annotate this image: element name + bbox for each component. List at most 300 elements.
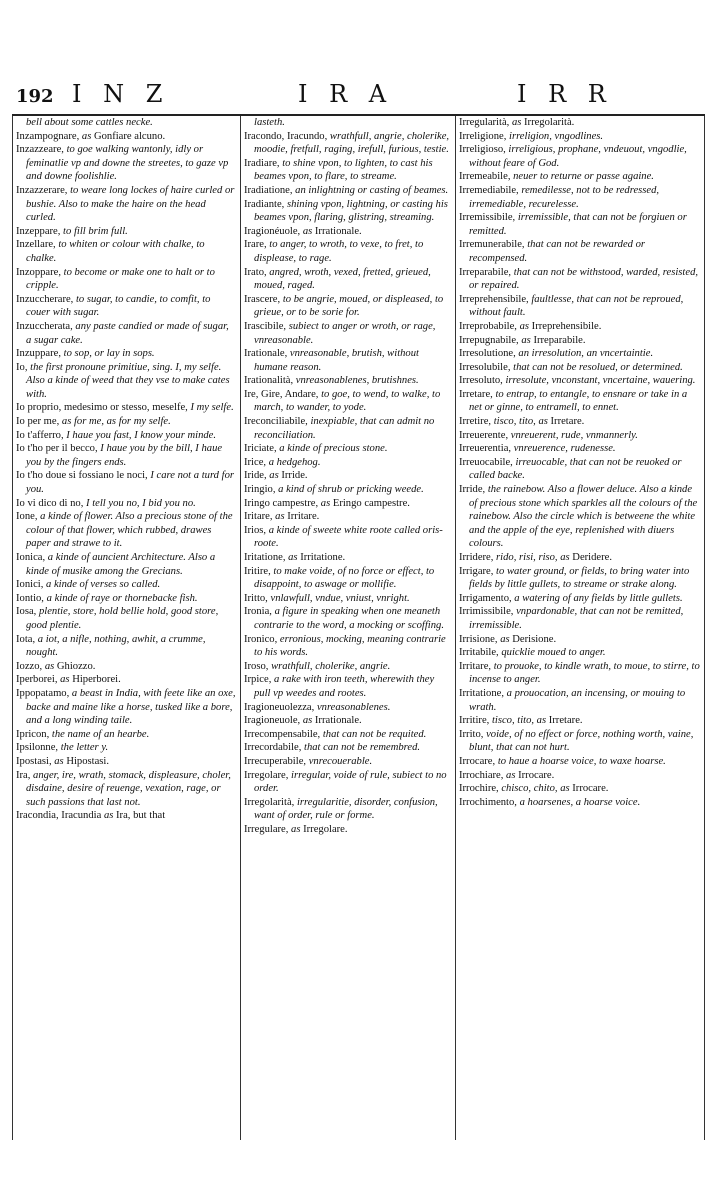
entry-cross-reference: Irritatione. <box>300 552 346 563</box>
entry-headword: Iperborei, <box>16 674 58 686</box>
entry-definition: a kinde of auncient Architecture. Also a kinde of musike among the Grecians. <box>26 552 216 577</box>
entry-headword: Irretire, <box>459 416 492 428</box>
entry-headword: Iradiante, <box>244 198 285 210</box>
dictionary-entry <box>16 741 236 755</box>
entry-definition: irregularitie, disorder, confusion, want of order, rule or forme. <box>254 796 438 822</box>
entry-headword: Irice, <box>244 456 267 468</box>
entry-definition: neuer to returne or passe againe. <box>510 171 654 183</box>
dictionary-entry <box>459 238 700 265</box>
dictionary-entry <box>244 714 451 728</box>
dictionary-entry <box>459 388 700 415</box>
dictionary-entry <box>459 347 700 361</box>
entry-definition: subiect to anger or wroth, or rage, vnreasonable. <box>254 320 436 346</box>
entry-headword: Iradiatione, <box>244 184 293 196</box>
entry-headword: Inzellare, <box>16 239 56 251</box>
dictionary-entry <box>244 347 451 374</box>
entry-definition: a kinde of precious stone. <box>276 443 388 455</box>
entry-definition: as <box>272 511 288 523</box>
dictionary-entry <box>244 442 451 456</box>
dictionary-entry <box>16 469 236 496</box>
entry-definition: to water ground, or fields, to bring water into fields by little gullets, to streame or strake along. <box>469 565 690 591</box>
dictionary-entry <box>16 266 236 293</box>
entry-headword: Irios, <box>244 524 267 536</box>
entry-cross-reference: Hiperborei. <box>72 674 121 686</box>
dictionary-entry <box>244 673 451 700</box>
entry-headword: Irare, <box>244 239 267 251</box>
page-number: 192 <box>16 86 54 107</box>
entry-headword: Ipsilonne, <box>16 742 59 754</box>
entry-cross-reference: Irregolare. <box>303 823 348 835</box>
dictionary-entry <box>244 415 451 442</box>
dictionary-entry <box>244 769 451 796</box>
entry-definition: a prouocation, an incensing, or mouing to wrath. <box>469 687 686 713</box>
entry-cross-reference: Derisione. <box>512 633 557 645</box>
entry-definition: a kind of shrub or pricking weede. <box>275 484 424 496</box>
dictionary-entry <box>459 361 700 375</box>
entry-headword: Irresoluto, <box>459 375 503 387</box>
entry-definition: remedilesse, not to be redressed, irremediable, recurelesse. <box>469 184 660 210</box>
entry-definition: as <box>288 823 304 835</box>
entry-headword: Irreprobabile, <box>459 320 517 332</box>
entry-definition: voide, of no effect or force, nothing worth, vaine, blunt, that can not hurt. <box>469 728 694 754</box>
dictionary-entry <box>459 633 700 647</box>
entry-headword: Irrepugnabile, <box>459 334 519 346</box>
entry-headword: Io, <box>16 361 28 373</box>
dictionary-entry <box>244 741 451 755</box>
dictionary-entry <box>16 143 236 184</box>
entry-definition: as <box>503 769 519 781</box>
entry-headword: Inzuccherare, <box>16 293 74 305</box>
dictionary-entry <box>244 456 451 470</box>
entry-headword: Io proprio, medesimo or stesso, meselfe, <box>16 402 188 414</box>
dictionary-entry <box>16 361 236 402</box>
dictionary-entry <box>244 796 451 823</box>
dictionary-entry <box>16 130 236 144</box>
dictionary-entry <box>16 755 236 769</box>
entry-definition: vnreasonablenes. <box>314 701 391 713</box>
entry-definition: as <box>57 674 73 686</box>
dictionary-entry <box>459 728 700 755</box>
entry-headword: Irrisione, <box>459 633 498 645</box>
dictionary-entry <box>244 510 451 524</box>
entry-headword: Irrigare, <box>459 565 494 577</box>
entry-definition: rido, risi, riso, as <box>493 552 573 563</box>
entry-definition: to prouoke, to kindle wrath, to moue, to stirre, to incense to anger. <box>469 660 700 686</box>
entry-headword: Irationale, <box>244 348 288 360</box>
entry-definition: to weare long lockes of haire curled or bushie. Also to make the haire on the head curled. <box>26 184 235 224</box>
entry-definition: a figure in speaking when one meaneth contrarie to the word, a mocking or scoffing. <box>254 606 444 631</box>
dictionary-entry <box>16 660 236 674</box>
column-rule <box>240 116 241 1140</box>
entry-definition: as <box>518 334 534 346</box>
entry-headword: Iride, <box>244 470 267 482</box>
entry-headword: Irreuocabile, <box>459 456 513 468</box>
entry-headword: Iritire, <box>244 565 271 577</box>
dictionary-entry <box>244 592 451 606</box>
entry-definition: a iot, a nifle, nothing, awhit, a crumme, nought. <box>26 633 206 659</box>
entry-definition: to goe, to wend, to walke, to march, to wander, to yode. <box>254 388 441 414</box>
entry-definition: the rainebow. Also a flower deluce. Also a kinde of precious stone which sparkles all the colours of the rainebow. Also the circle which is betweene the white and the apple of the eye, replenished with diuers colours. <box>469 484 698 550</box>
entry-headword: Ione, <box>16 511 38 523</box>
dictionary-entry <box>16 497 236 511</box>
entry-headword: Ippopatamo, <box>16 687 70 699</box>
entry-definition: tisco, tito, as <box>491 416 551 428</box>
entry-headword: Irpice, <box>244 674 272 686</box>
dictionary-entry <box>16 429 236 443</box>
entry-headword: Irresolubile, <box>459 361 511 373</box>
entry-definition: as <box>42 660 57 672</box>
entry-headword: Irremunerabile, <box>459 239 525 251</box>
entry-headword: Irrimissibile, <box>459 606 514 618</box>
entry-headword: Irrochimento, <box>459 796 517 808</box>
dictionary-entry <box>459 483 700 551</box>
entry-headword: Irritabile, <box>459 647 499 659</box>
dictionary-entry <box>459 184 700 211</box>
entry-definition: to entrap, to entangle, to ensnare or take in a net or ginne, to entramell, to ennet. <box>469 388 688 414</box>
dictionary-entry <box>244 157 451 184</box>
entry-headword: Irremeabile, <box>459 171 511 183</box>
entry-definition: tisco, tito, as <box>489 715 549 727</box>
entry-definition: chisco, chito, as <box>498 783 573 795</box>
dictionary-entry <box>244 184 451 198</box>
dictionary-entry <box>459 170 700 184</box>
dictionary-entry <box>244 755 451 769</box>
entry-headword: Irreligione, <box>459 130 507 142</box>
entry-headword: Iozzo, <box>16 660 43 672</box>
entry-continuation: lasteth. <box>254 117 285 128</box>
dictionary-entry <box>16 347 236 361</box>
entry-headword: Irrocare, <box>459 755 496 767</box>
dictionary-entry <box>16 809 236 823</box>
entry-headword: Irationalità, <box>244 375 294 387</box>
entry-definition: as <box>497 633 513 645</box>
entry-cross-reference: Ghiozzo. <box>56 660 96 672</box>
entry-headword: Irresolutione, <box>459 348 516 360</box>
dictionary-entry <box>16 673 236 687</box>
entry-definition: to sop, or lay in sops. <box>61 348 155 360</box>
entry-headword: Irrito, <box>459 728 484 740</box>
dictionary-entry <box>459 116 700 130</box>
entry-headword: Iragionéuole, <box>244 225 301 237</box>
dictionary-entry <box>244 225 451 239</box>
dictionary-entry <box>244 633 451 660</box>
entry-cross-reference: Irritare. <box>287 511 320 523</box>
entry-definition: quicklie moued to anger. <box>498 647 606 659</box>
entry-headword: Iota, <box>16 633 36 645</box>
column-rule <box>12 116 13 1140</box>
entry-headword: Iragioneuole, <box>244 715 301 727</box>
entry-definition: to fill brim full. <box>60 225 128 237</box>
entry-headword: Iringio, <box>244 484 276 496</box>
entry-definition: vnrecouerable. <box>306 755 373 767</box>
dictionary-entry <box>16 238 236 265</box>
dictionary-entry <box>244 524 451 551</box>
entry-cross-reference: Irrocare. <box>572 783 609 795</box>
dictionary-entry <box>459 660 700 687</box>
entry-definition: a kinde of flower. Also a precious stone of the colour of that flower, which rubbed, drawes paper and strawe to it. <box>26 511 233 550</box>
dictionary-entry <box>244 701 451 715</box>
entry-definition: the name of an hearbe. <box>49 728 150 740</box>
entry-definition: vnreuerent, rude, vnmannerly. <box>508 429 638 441</box>
entry-definition: to become or make one to halt or to cripple. <box>26 266 215 292</box>
entry-headword: Iringo campestre, <box>244 497 319 509</box>
entry-definition: to sugar, to candie, to comfit, to couer with sugar. <box>26 293 211 319</box>
entry-headword: Iragioneuolezza, <box>244 701 315 713</box>
entry-headword: Ipricon, <box>16 728 50 740</box>
left-headword: I N Z <box>72 80 170 108</box>
entry-definition: a kinde of verses so called. <box>43 579 161 591</box>
entry-definition: to anger, to wroth, to vexe, to fret, to displease, to rage. <box>254 239 424 264</box>
entry-headword: Ionici, <box>16 579 44 591</box>
entry-definition: irremissible, that can not be forgiuen or remitted. <box>469 212 687 237</box>
dictionary-entry <box>16 401 236 415</box>
entry-headword: Inzampognare, <box>16 130 80 142</box>
entry-definition: irreligion, vngodlines. <box>506 130 604 142</box>
entry-cross-reference: Irrocare. <box>518 769 555 781</box>
entry-headword: Irride, <box>459 484 486 496</box>
entry-headword: Iroso, <box>244 660 269 672</box>
dictionary-entry <box>244 605 451 632</box>
entry-headword: Ionica, <box>16 552 46 563</box>
entry-headword: Irregolarità, <box>244 796 295 808</box>
dictionary-entry <box>244 388 451 415</box>
entry-headword: Iontio, <box>16 592 44 604</box>
column-2 <box>244 116 451 1140</box>
entry-definition: as for me, as for my selfe. <box>59 416 171 428</box>
entry-headword: Irrecompensabile, <box>244 728 321 740</box>
entry-definition: that can not be requited. <box>320 728 427 740</box>
entry-definition: that can not be withstood, warded, resisted, or repaired. <box>469 266 699 292</box>
dictionary-entry <box>16 728 236 742</box>
entry-headword: Irregularità, <box>459 117 510 128</box>
entry-definition: vnpardonable, that can not be remitted, irremissible. <box>469 606 684 631</box>
entry-definition: any paste candied or made of sugar, a sugar cake. <box>26 320 229 346</box>
entry-definition: the letter y. <box>58 742 109 754</box>
dictionary-entry <box>16 225 236 239</box>
dictionary-entry <box>459 130 700 144</box>
entry-headword: Inzuppare, <box>16 348 61 360</box>
dictionary-entry <box>244 130 451 157</box>
entry-definition: a kinde of sweete white roote called oris-roote. <box>254 524 443 550</box>
entry-headword: Io per me, <box>16 416 60 428</box>
dictionary-entry <box>16 184 236 225</box>
entry-definition: as <box>266 470 282 482</box>
entry-definition: vnreasonablenes, brutishnes. <box>293 375 419 387</box>
entry-cross-reference: Ira, but that <box>116 810 166 822</box>
dictionary-entry <box>244 469 451 483</box>
entry-headword: Inzazzeare, <box>16 144 64 156</box>
column-3 <box>459 116 700 1140</box>
entry-definition: as <box>101 810 117 822</box>
dictionary-entry <box>459 266 700 293</box>
dictionary-entry <box>459 211 700 238</box>
dictionary-entry <box>459 565 700 592</box>
entry-headword: Iritto, <box>244 592 268 604</box>
dictionary-entry <box>459 456 700 483</box>
entry-headword: Irrecuperabile, <box>244 755 307 767</box>
dictionary-entry <box>16 293 236 320</box>
dictionary-entry <box>244 728 451 742</box>
entry-headword: Iosa, <box>16 606 37 618</box>
dictionary-entry <box>244 565 451 592</box>
entry-definition: a hedgehog. <box>266 456 321 468</box>
entry-cross-reference: Irreprehensibile. <box>531 320 602 332</box>
dictionary-entry <box>244 374 451 388</box>
dictionary-entry <box>459 415 700 429</box>
entry-definition: to make voide, of no force or effect, to disappoint, to aswage or mollifie. <box>254 565 435 591</box>
entry-headword: Iracondo, Iracundo, <box>244 130 328 142</box>
entry-definition: I haue you fast, I know your minde. <box>63 429 217 441</box>
entry-definition: to haue a hoarse voice, to waxe hoarse. <box>495 755 666 767</box>
dictionary-entry <box>459 755 700 769</box>
dictionary-entry <box>16 415 236 429</box>
entry-definition: angred, wroth, vexed, fretted, grieued, moued, raged. <box>254 266 431 292</box>
dictionary-entry <box>244 497 451 511</box>
dictionary-entry <box>16 442 236 469</box>
dictionary-entry <box>459 592 700 606</box>
entry-headword: Irridere, <box>459 552 494 563</box>
entry-definition: a beast in India, with feete like an oxe, backe and maine like a horse, tusked like a bore, and a long winding taile. <box>26 687 236 727</box>
entry-definition: a rake with iron teeth, wherewith they pull vp weedes and rootes. <box>254 674 435 699</box>
entry-headword: Irrigamento, <box>459 592 512 604</box>
dictionary-entry <box>459 714 700 728</box>
entry-definition: a watering of any fields by little gullets. <box>511 592 683 604</box>
entry-definition: anger, ire, wrath, stomack, displeasure, choler, disdaine, desire of reuenge, vexation, rage, or such passions that last not. <box>26 769 231 808</box>
dictionary-page <box>12 80 705 1142</box>
entry-cross-reference: Hipostasi. <box>66 755 109 767</box>
entry-headword: Ira, <box>16 769 31 781</box>
entry-definition: as <box>509 117 525 128</box>
entry-headword: Iracondia, Iracundia <box>16 810 102 822</box>
entry-definition: the first pronoune primitiue, sing. I, my selfe. Also a kinde of weed that they vse to make cates with. <box>26 361 230 400</box>
entry-headword: Ire, Gire, Andare, <box>244 388 319 400</box>
entry-cross-reference: Irregolarità. <box>524 117 575 128</box>
dictionary-entry <box>16 578 236 592</box>
entry-headword: Irritare, <box>459 660 492 672</box>
dictionary-entry <box>459 374 700 388</box>
middle-headword: I R A <box>298 80 394 108</box>
entry-headword: Irritire, <box>459 715 490 727</box>
entry-headword: Iradiare, <box>244 157 280 169</box>
dictionary-entry <box>459 796 700 810</box>
dictionary-entry <box>459 769 700 783</box>
dictionary-entry <box>16 687 236 728</box>
dictionary-entry <box>459 551 700 565</box>
entry-headword: Inzeppare, <box>16 225 61 237</box>
entry-definition: wrathfull, angrie, cholerike, moodie, fretfull, raging, irefull, furious, testie. <box>254 130 450 156</box>
entry-definition: a kinde of raye or thornebacke fish. <box>43 592 198 604</box>
entry-headword: Irato, <box>244 266 267 278</box>
entry-cross-reference: Irrationale. <box>314 225 362 237</box>
entry-definition: as <box>516 320 532 332</box>
entry-definition: irreligious, prophane, vndeuout, vngodlie, without feare of God. <box>469 144 687 169</box>
entry-definition: as <box>285 552 301 563</box>
entry-headword: Irreuerente, <box>459 429 509 441</box>
running-header <box>12 80 705 110</box>
entry-definition: irreuocable, that can not be reuoked or called backe. <box>469 456 682 482</box>
dictionary-entry <box>16 769 236 810</box>
entry-definition: inexpiable, that can admit no reconciliation. <box>254 416 435 441</box>
entry-definition: as <box>79 130 94 142</box>
dictionary-entry <box>16 320 236 347</box>
entry-headword: Irascibile, <box>244 320 287 332</box>
entry-definition: that can not be resolued, or determined. <box>510 361 683 373</box>
entry-headword: Irrecordabile, <box>244 742 302 754</box>
entry-headword: Irreprehensibile, <box>459 293 529 305</box>
dictionary-entry <box>459 782 700 796</box>
dictionary-entry <box>244 483 451 497</box>
dictionary-entry <box>16 551 236 578</box>
entry-definition: vnreasonable, brutish, without humane reason. <box>254 348 419 373</box>
entry-headword: Ireconciliabile, <box>244 416 308 428</box>
entry-headword: Irritatione, <box>459 687 505 699</box>
entry-definition: as <box>300 715 315 727</box>
entry-definition: vnlawfull, vndue, vniust, vnright. <box>267 592 410 604</box>
entry-definition: that can not be remembred. <box>301 742 421 754</box>
entry-headword: Io t'ho doue si fossiano le noci, <box>16 470 148 482</box>
entry-definition: faultlesse, that can not be reproued, without fault. <box>469 293 684 319</box>
dictionary-entry <box>16 592 236 606</box>
entry-definition: to shine vpon, to lighten, to cast his beames vpon, to flare, to streame. <box>254 157 433 183</box>
entry-definition: to whiten or colour with chalke, to chalke. <box>26 239 205 264</box>
entry-definition: as <box>318 497 333 509</box>
entry-cross-reference: Irride. <box>281 470 308 482</box>
entry-headword: Irregulare, <box>244 823 289 835</box>
entry-headword: Irascere, <box>244 293 281 305</box>
entry-cross-reference: Irrationale. <box>314 715 362 727</box>
dictionary-entry <box>244 266 451 293</box>
dictionary-entry <box>16 633 236 660</box>
entry-definition: an inlightning or casting of beames. <box>292 184 449 196</box>
entry-definition: to be angrie, moued, or displeased, to grieue, or to be sorie for. <box>254 293 444 319</box>
entry-headword: Ipostasi, <box>16 755 52 767</box>
entry-headword: Irregolare, <box>244 769 289 781</box>
entry-cross-reference: Eringo campestre. <box>332 497 410 509</box>
entry-headword: Iritare, <box>244 511 273 523</box>
dictionary-entry <box>244 660 451 674</box>
entry-headword: Iritatione, <box>244 552 286 563</box>
dictionary-entry <box>16 605 236 632</box>
entry-definition: as <box>51 755 67 767</box>
entry-cross-reference: Deridere. <box>572 552 612 563</box>
dictionary-entry <box>244 238 451 265</box>
entry-cross-reference: Irretare. <box>550 416 585 428</box>
entry-definition: erronious, mocking, meaning contrarie to his words. <box>254 633 446 659</box>
dictionary-entry <box>244 320 451 347</box>
entry-definition: a hoarsenes, a hoarse voice. <box>516 796 641 808</box>
entry-headword: Irretare, <box>459 388 493 400</box>
entry-headword: Irreligioso, <box>459 144 506 156</box>
dictionary-entry <box>459 442 700 456</box>
entry-headword: Io t'ho per il becco, <box>16 443 98 455</box>
entry-headword: Io vi dico di no, <box>16 497 84 509</box>
entry-definition: I haue you by the bill, I haue you by the fingers ends. <box>26 443 223 468</box>
entry-headword: Inzoppare, <box>16 266 61 278</box>
dictionary-entry <box>244 293 451 320</box>
entry-continuation: bell about some cattles necke. <box>26 117 153 128</box>
column-rule <box>455 116 456 1140</box>
entry-definition: that can not be rewarded or recompensed. <box>469 239 646 264</box>
dictionary-entry <box>459 293 700 320</box>
entry-definition: I my selfe. <box>187 402 234 414</box>
entry-definition: plentie, store, hold bellie hold, good store, good plentie. <box>26 606 219 631</box>
dictionary-entry <box>459 429 700 443</box>
entry-headword: Inzuccherata, <box>16 320 73 332</box>
entry-cross-reference: Irretare. <box>548 715 583 727</box>
entry-headword: Irreuerentia, <box>459 443 512 455</box>
entry-headword: Iriciate, <box>244 443 277 455</box>
column-rule <box>704 116 705 1140</box>
